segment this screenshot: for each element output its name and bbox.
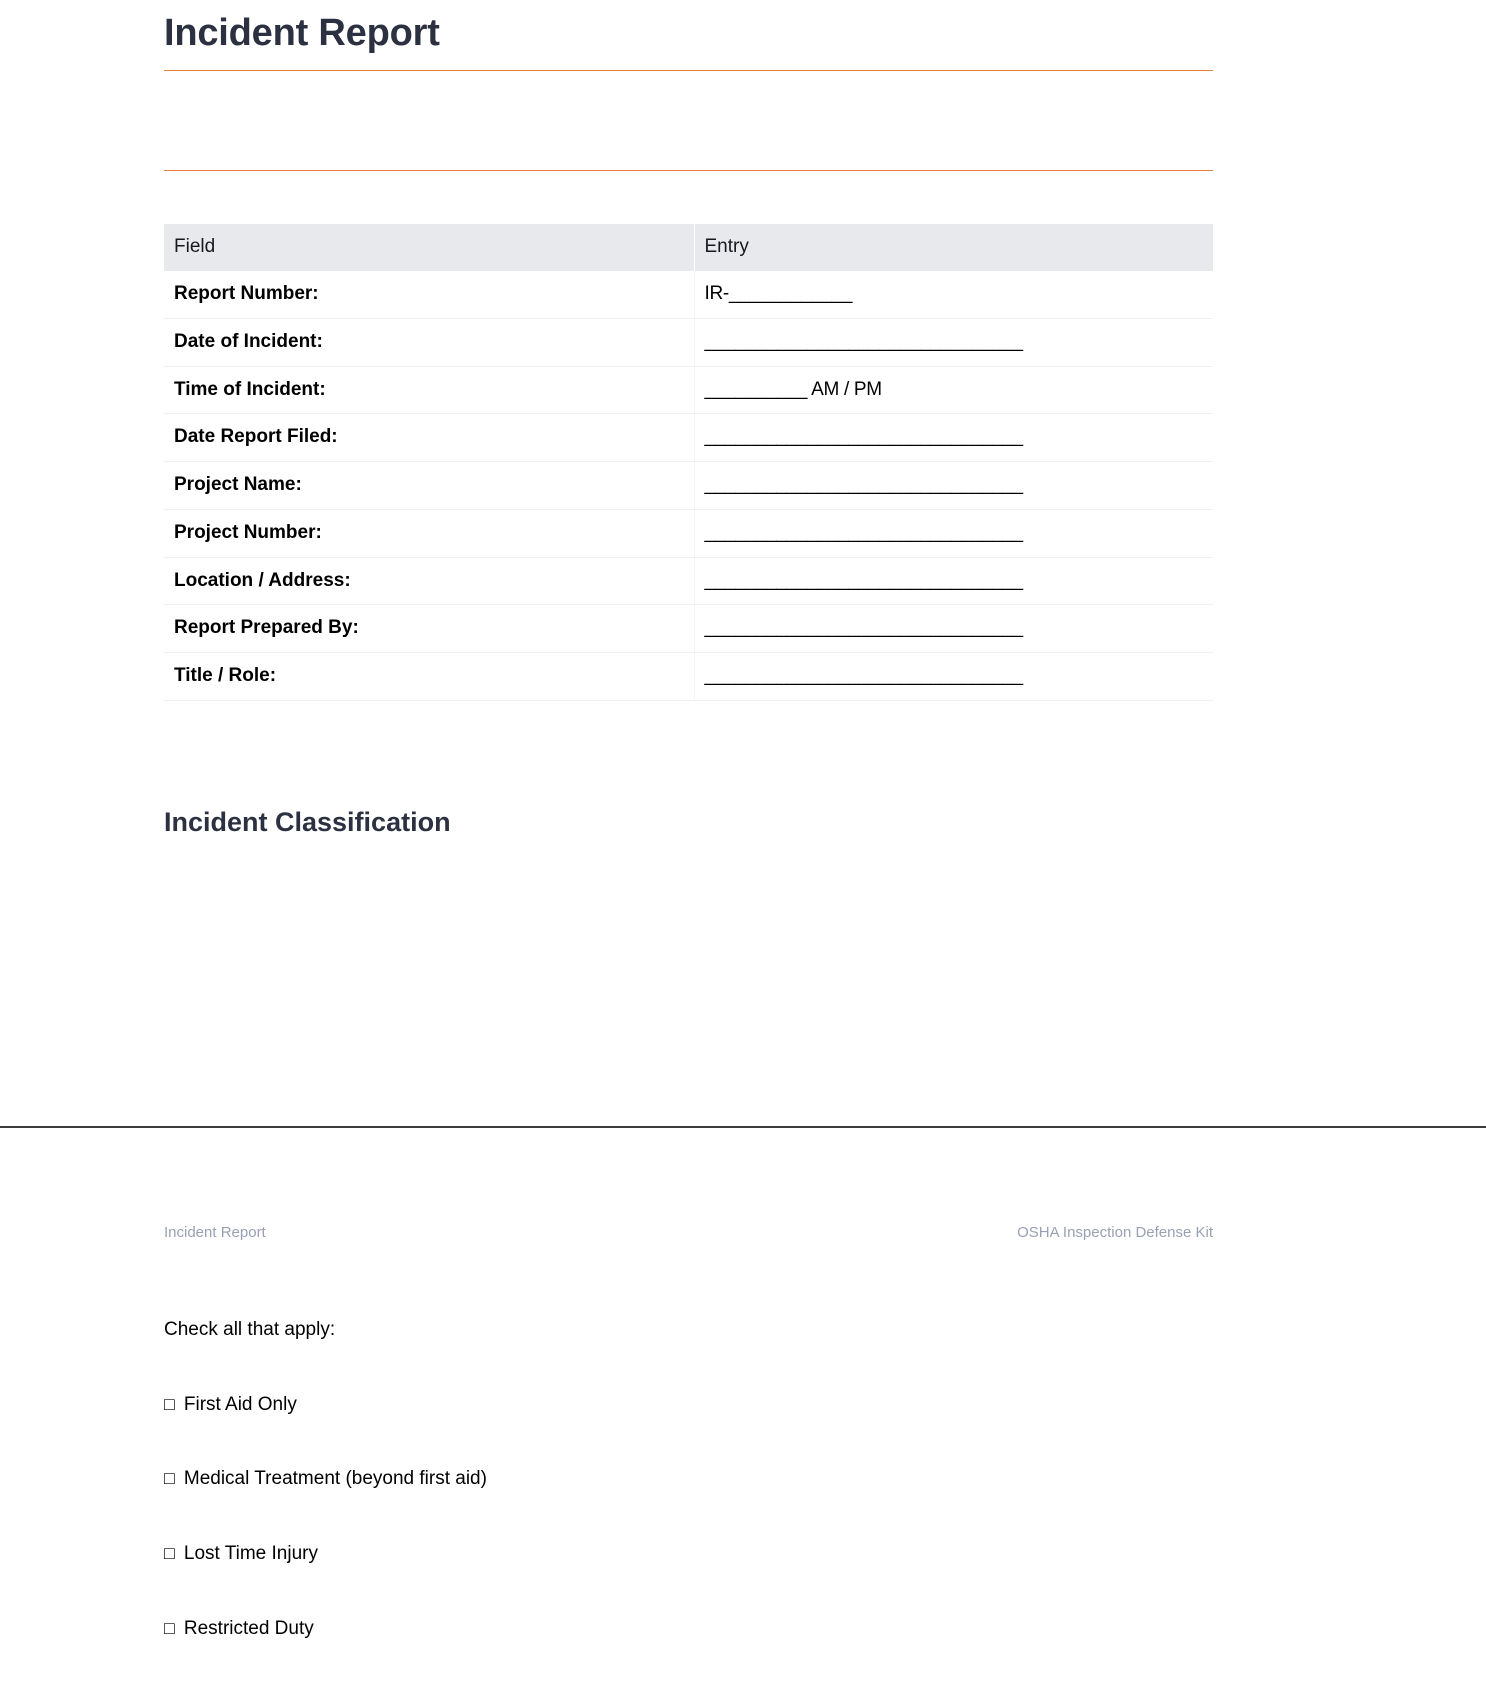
checklist-item-restricted-duty[interactable] [164,1617,1213,1642]
entry-blank[interactable]: _______________________________ [694,509,1213,557]
running-head [164,1128,1213,1241]
checklist-item-medical-treatment[interactable] [164,1467,1213,1492]
checklist-instruction: Check all that apply: [164,1319,336,1340]
entry-blank[interactable]: __________ AM / PM [694,366,1213,414]
field-label: Report Prepared By: [164,605,694,653]
field-label: Date of Incident: [164,318,694,366]
title-divider-bottom [164,170,1213,171]
field-label: Report Number: [164,271,694,318]
incident-classification-checklist [164,1393,1213,1642]
entry-blank[interactable]: IR-____________ [694,271,1213,318]
checklist-item-label: Medical Treatment (beyond first aid) [183,1468,487,1490]
table-row [164,509,1213,557]
field-label: Title / Role: [164,653,694,701]
page-2-content [0,1128,1486,1641]
running-head-right: OSHA Inspection Defense Kit [1017,1224,1213,1241]
table-row [164,653,1213,701]
checklist-item-lost-time-injury[interactable] [164,1542,1213,1567]
entry-blank[interactable]: _______________________________ [694,462,1213,510]
checklist-item-label: Lost Time Injury [183,1543,318,1565]
table-header-row [164,224,1213,271]
checkbox-icon[interactable]: □ [164,1617,175,1638]
field-label: Date Report Filed: [164,414,694,462]
checkbox-icon[interactable]: □ [164,1543,175,1564]
entry-blank[interactable]: _______________________________ [694,557,1213,605]
field-label: Project Name: [164,462,694,510]
table-row [164,605,1213,653]
column-header-field: Field [164,224,694,271]
entry-blank[interactable]: _______________________________ [694,605,1213,653]
incident-details-table [164,224,1213,701]
table-row [164,366,1213,414]
checklist-item-label: First Aid Only [183,1393,297,1415]
checkbox-icon[interactable]: □ [164,1468,175,1489]
checklist-item-label: Restricted Duty [183,1617,314,1639]
field-label: Project Number: [164,509,694,557]
entry-blank[interactable]: _______________________________ [694,653,1213,701]
entry-blank[interactable]: _______________________________ [694,414,1213,462]
table-row [164,462,1213,510]
page-1-content [0,0,1486,838]
table-body [164,271,1213,700]
section-heading-incident-classification: Incident Classification [164,806,451,837]
title-divider-top [164,70,1213,71]
table-row [164,271,1213,318]
entry-blank[interactable]: _______________________________ [694,318,1213,366]
checkbox-icon[interactable]: □ [164,1393,175,1414]
table-row [164,414,1213,462]
running-head-left: Incident Report [164,1224,266,1241]
column-header-entry: Entry [694,224,1213,271]
page-title: Incident Report [164,12,440,54]
field-label: Location / Address: [164,557,694,605]
table-header [164,224,1213,271]
table-row [164,557,1213,605]
field-label: Time of Incident: [164,366,694,414]
checklist-item-first-aid-only[interactable] [164,1393,1213,1418]
document-page-2 [0,1128,1486,1686]
table-row [164,318,1213,366]
